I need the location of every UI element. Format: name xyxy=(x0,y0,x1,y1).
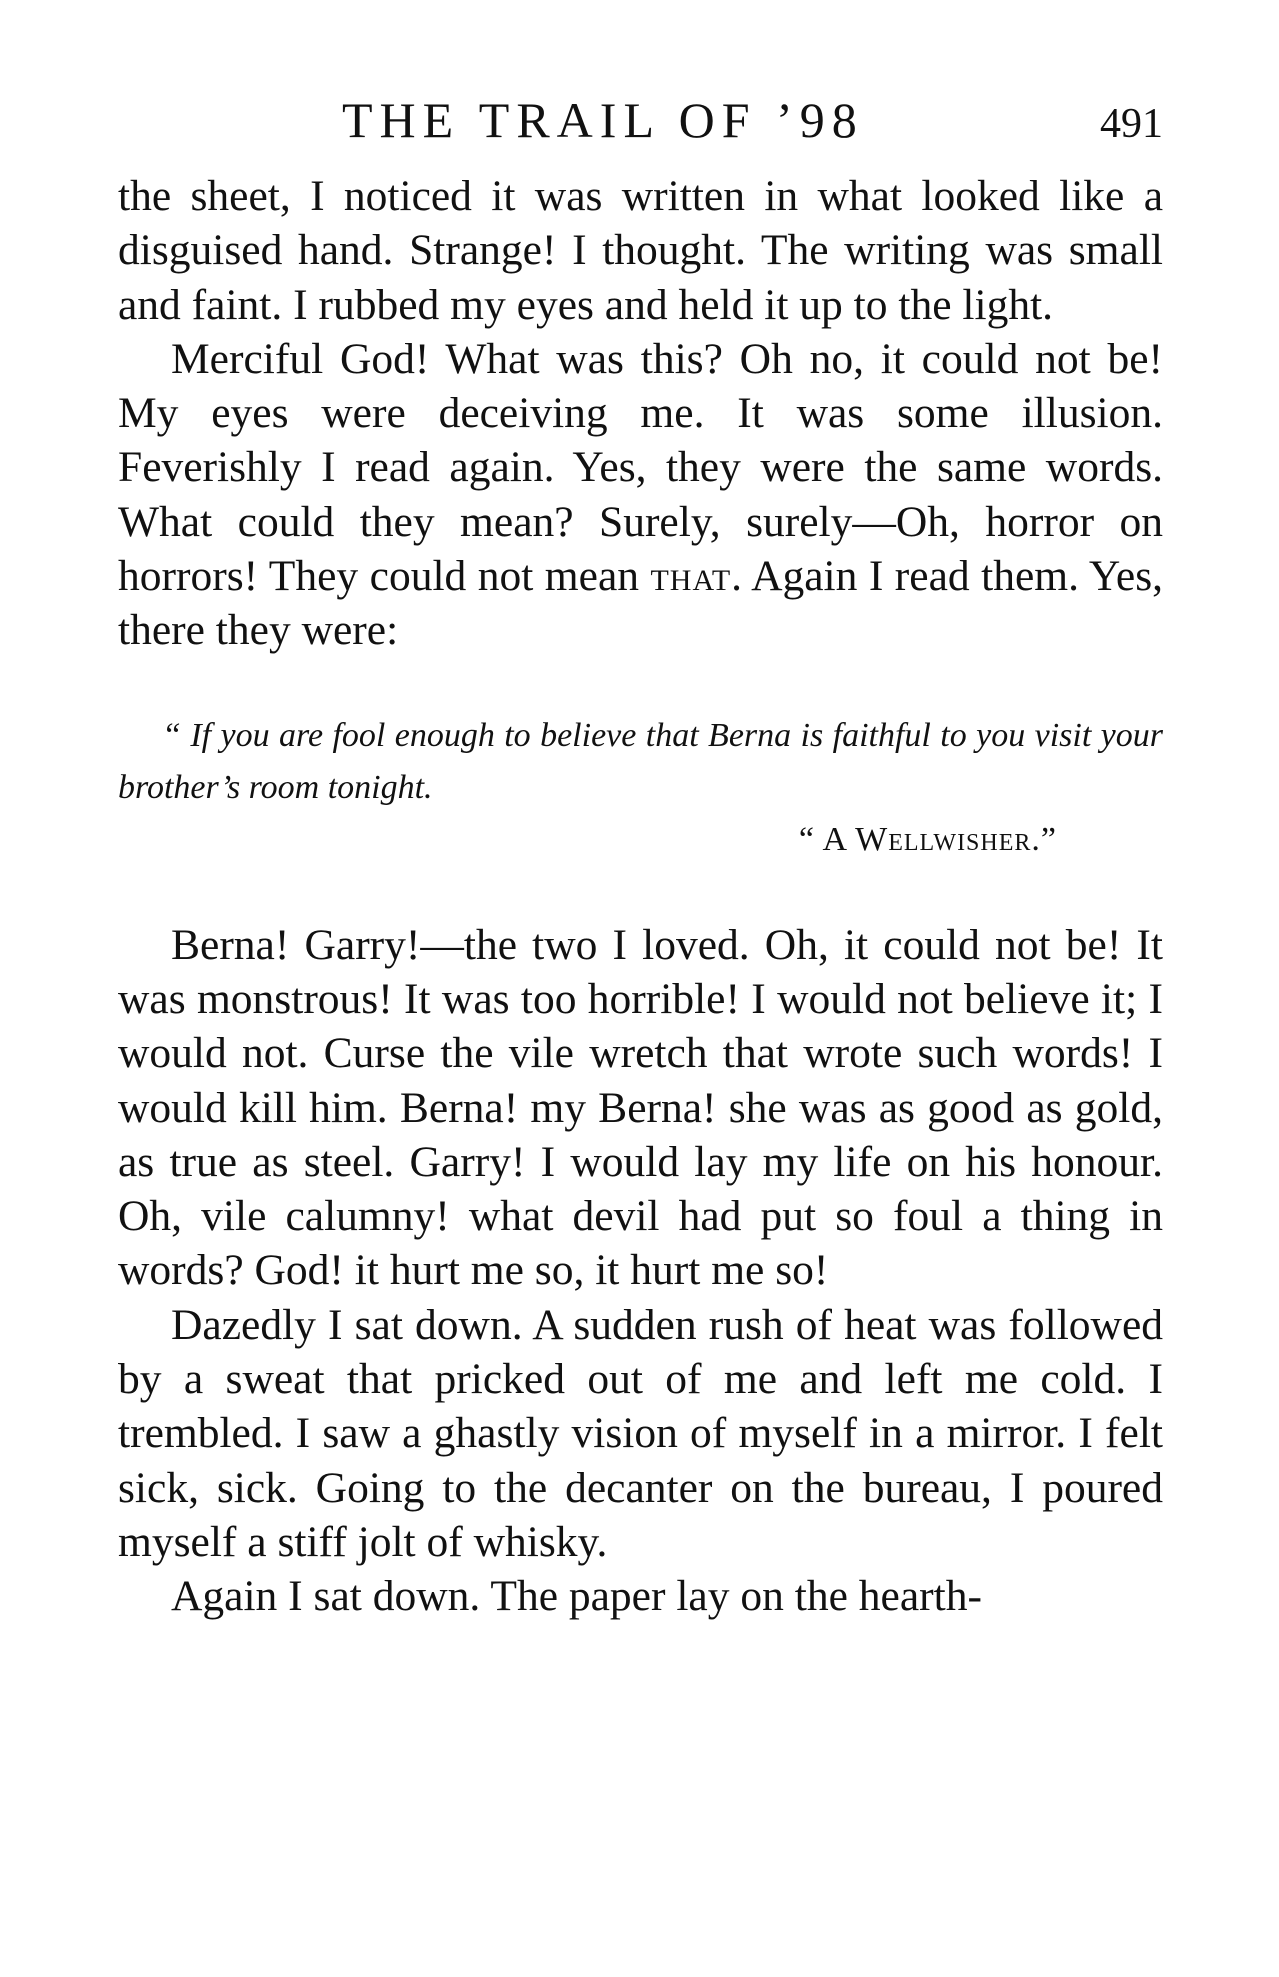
book-page xyxy=(118,92,1163,1624)
page-number: 491 xyxy=(1100,101,1163,147)
running-head xyxy=(118,92,1163,157)
letter-body: “ If you are fool enough to believe that Berna is faithful to you visit your brother’s room tonight. xyxy=(118,716,1163,806)
anonymous-letter xyxy=(118,710,1163,866)
paragraph-continued: the sheet, I noticed it was written in what looked like a disguised hand. Strange! I thought. The writing was small and faint. I rubbed my eyes and held it up to the light. xyxy=(118,172,1163,329)
paragraph-dazedly: Dazedly I sat down. A sudden rush of heat was followed by a sweat that pricked out of me and left me cold. I trembled. I saw a ghastly vision of myself in a mirror. I felt sick, sick. Going to the decanter on the bureau, I poured myself a stiff jolt of whisky. xyxy=(118,1300,1163,1566)
emphasized-word: that xyxy=(650,552,732,601)
paragraph-again: Again I sat down. The paper lay on the hearth- xyxy=(171,1572,982,1621)
letter-signature: “ A Wellwisher.” xyxy=(798,820,1057,858)
paragraph-text-before-emphasis: Merciful God! What was this? Oh no, it could not be! My eyes were deceiving me. It was some illusion. Feverishly I read again. Yes, they were the same words. What could they mean? Surely, surely—Oh, horror on horrors! They could not mean xyxy=(118,334,1163,601)
paragraph-merciful-god xyxy=(118,332,1163,658)
running-title: THE TRAIL OF ’98 xyxy=(342,92,864,148)
paragraph-text-after-emphasis: . Again I read them. Yes, there they were: xyxy=(118,552,1163,655)
paragraph-berna-garry: Berna! Garry!—the two I loved. Oh, it could not be! It was monstrous! It was too horrible! I would not believe it; I would not. Curse the vile wretch that wrote such words! I would kill him. Berna! my Berna! she was as good as gold, as true as steel. Garry! I would lay my life on his honour. Oh, vile calumny! what devil had put so foul a thing in words? God! it hurt me so, it hurt me so! xyxy=(118,920,1163,1295)
